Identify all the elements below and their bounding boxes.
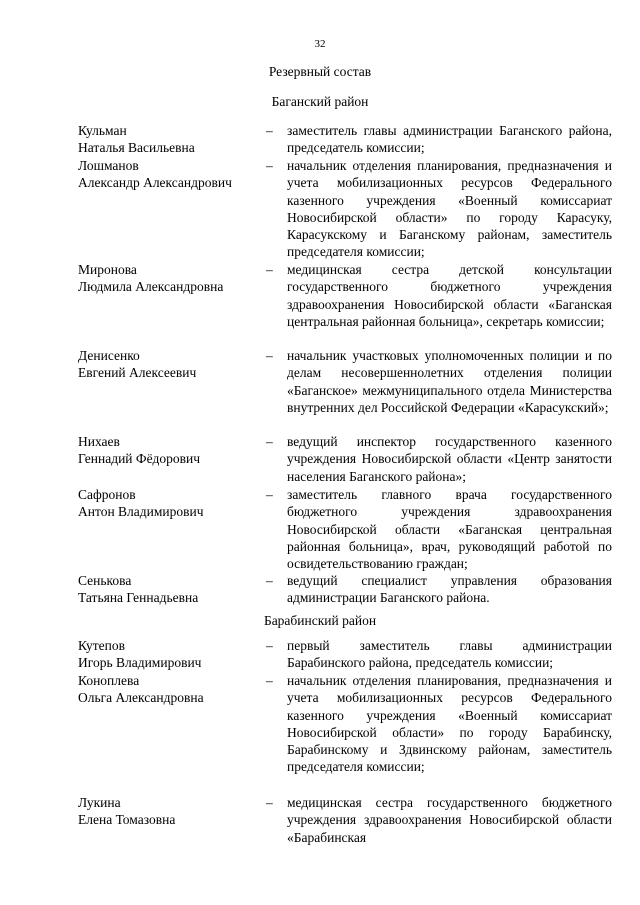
member-name — [78, 347, 263, 382]
dash-separator: – — [266, 123, 273, 138]
member-role: медицинская сестра государственного бюджетного учреждения здравоохранения Новосибирской области «Барабинская — [287, 795, 612, 845]
member-given-name: Антон Владимирович — [78, 504, 204, 520]
member-name — [78, 794, 263, 829]
member-surname: Лукина — [78, 795, 121, 810]
dash-separator: – — [266, 158, 273, 173]
member-name — [78, 433, 263, 468]
member-role: начальник отделения планирования, предназначения и учета мобилизационных ресурсов Федерального казенного учреждения «Военный комиссариат Новосибирской области» по городу Барабинску, Барабинскому и Здвинскому районам, заместитель председателя комиссии; — [287, 673, 612, 775]
member-name — [78, 572, 263, 607]
section-heading-bagansky: Баганский район — [271, 94, 369, 109]
dash-separator: – — [266, 434, 273, 449]
dash-separator: – — [266, 795, 273, 810]
member-role: заместитель главы администрации Баганского района, председатель комиссии; — [287, 123, 612, 156]
member-role: медицинская сестра детской консультации государственного бюджетного учреждения здравоохранения Новосибирской области «Баганская центральная районная больница», секретарь комиссии; — [287, 262, 612, 329]
member-role: ведущий специалист управления образования администрации Баганского района. — [287, 573, 612, 606]
member-role: ведущий инспектор государственного казенного учреждения Новосибирской области «Центр занятости населения Баганского района»; — [287, 434, 612, 484]
page-number: 32 — [314, 38, 326, 50]
member-given-name: Елена Томазовна — [78, 812, 176, 828]
member-given-name: Татьяна Геннадьевна — [78, 590, 199, 606]
member-role: первый заместитель главы администрации Барабинского района, председатель комиссии; — [287, 638, 612, 671]
member-name — [78, 122, 263, 157]
member-surname: Кутепов — [78, 638, 125, 653]
member-role: начальник отделения планирования, предназначения и учета мобилизационных ресурсов Федерального казенного учреждения «Военный комиссариат Новосибирской области» по городу Карасуку, Карасукскому и Баганскому районам, заместитель председателя комиссии; — [287, 158, 612, 260]
member-surname: Коноплева — [78, 673, 140, 688]
member-given-name: Евгений Алексеевич — [78, 365, 197, 381]
document-title: Резервный состав — [268, 64, 372, 79]
member-given-name: Людмила Александровна — [78, 279, 224, 295]
member-name — [78, 486, 263, 521]
member-given-name: Игорь Владимирович — [78, 655, 202, 671]
member-surname: Нихаев — [78, 434, 120, 449]
member-given-name: Александр Александрович — [78, 175, 232, 191]
member-name — [78, 157, 263, 192]
member-surname: Кульман — [78, 123, 127, 138]
member-given-name: Геннадий Фёдорович — [78, 451, 201, 467]
member-surname: Сенькова — [78, 573, 132, 588]
section-heading-barabinsky: Барабинский район — [263, 613, 377, 628]
member-role: начальник участковых уполномоченных полиции и по делам несовершеннолетних отделения полиции «Баганское» межмуниципального отдела Министерства внутренних дел Российской Федерации «Карасукский»; — [287, 348, 612, 415]
member-given-name: Ольга Александровна — [78, 690, 204, 706]
dash-separator: – — [266, 673, 273, 688]
dash-separator: – — [266, 573, 273, 588]
member-given-name: Наталья Васильевна — [78, 140, 195, 156]
member-surname: Сафронов — [78, 487, 136, 502]
member-surname: Миронова — [78, 262, 137, 277]
dash-separator: – — [266, 348, 273, 363]
dash-separator: – — [266, 487, 273, 502]
member-surname: Денисенко — [78, 348, 140, 363]
dash-separator: – — [266, 262, 273, 277]
dash-separator: – — [266, 638, 273, 653]
member-name — [78, 637, 263, 672]
member-surname: Лошманов — [78, 158, 139, 173]
member-name — [78, 672, 263, 707]
member-role: заместитель главного врача государственного бюджетного учреждения здравоохранения Новосибирской области «Баганская центральная районная больница», врач, руководящий работой по освидетельствованию граждан; — [287, 487, 612, 572]
member-name — [78, 261, 263, 296]
